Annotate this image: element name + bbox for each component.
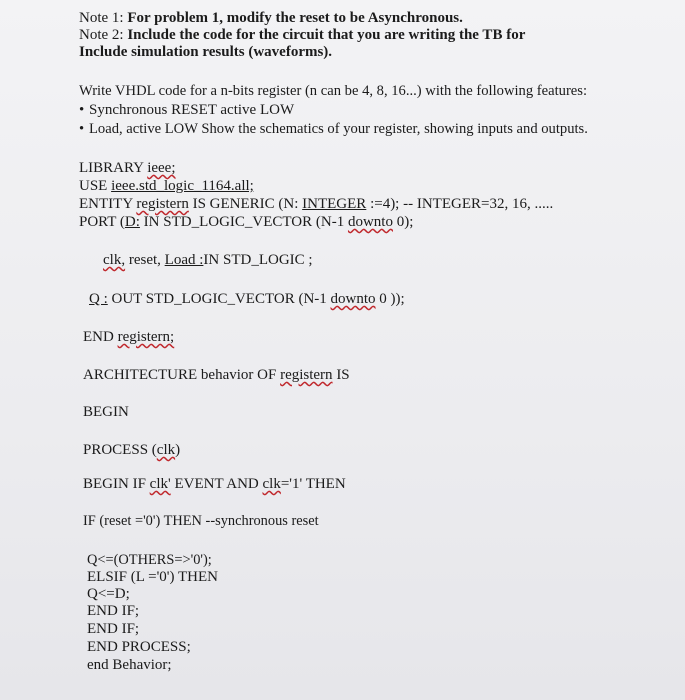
bullet-icon: • bbox=[79, 121, 85, 137]
code-signals bbox=[103, 251, 313, 269]
architecture-entity: registern bbox=[280, 367, 333, 383]
begin-if-clk-event: clk' bbox=[149, 476, 171, 492]
task-bullet-1-text: Synchronous RESET active LOW bbox=[89, 102, 295, 118]
code-end-process: END PROCESS; bbox=[87, 639, 191, 655]
process-clk: clk bbox=[156, 442, 176, 458]
note-2 bbox=[79, 26, 525, 44]
use-keyword: USE bbox=[79, 178, 112, 194]
begin-if-keyword: BEGIN IF bbox=[83, 476, 150, 492]
entity-integer: INTEGER bbox=[302, 196, 367, 212]
library-name: ieee; bbox=[147, 160, 176, 176]
port-keyword: PORT ( bbox=[79, 214, 125, 230]
note-1-text: For problem 1, modify the reset to be Asynchronous. bbox=[127, 10, 463, 26]
code-end-entity bbox=[83, 328, 174, 346]
begin-if-end: ='1' THEN bbox=[280, 476, 346, 492]
note-2-prefix: Note 2: bbox=[79, 27, 128, 43]
begin-if-clk: clk bbox=[262, 476, 281, 492]
end-entity-name: registern; bbox=[117, 329, 175, 345]
port-q-end: 0 )); bbox=[375, 291, 405, 307]
port-q-downto: downto bbox=[330, 291, 376, 307]
signal-reset: reset, bbox=[125, 252, 165, 268]
task-bullet-2 bbox=[79, 120, 588, 138]
task-intro: Write VHDL code for a n-bits register (n can be 4, 8, 16...) with the following features: bbox=[79, 83, 588, 99]
task-bullet-2-text: Load, active LOW Show the schematics of your register, showing inputs and outputs. bbox=[89, 121, 588, 137]
code-if-reset: IF (reset ='0') THEN --synchronous reset bbox=[83, 513, 319, 529]
code-q-port bbox=[89, 290, 405, 308]
entity-generic: IS GENERIC (N: bbox=[188, 196, 303, 212]
signal-load: Load : bbox=[164, 252, 204, 268]
note-2-continued: Include simulation results (waveforms). bbox=[79, 44, 333, 60]
architecture-is: IS bbox=[332, 367, 350, 383]
code-use bbox=[79, 177, 254, 195]
port-q: Q : bbox=[89, 291, 108, 307]
port-d-type: IN STD_LOGIC_VECTOR (N-1 bbox=[139, 214, 348, 230]
signal-clk: clk, bbox=[103, 252, 126, 268]
code-process bbox=[83, 441, 180, 459]
code-end-behavior: end Behavior; bbox=[87, 657, 172, 673]
code-q-assign: Q<=D; bbox=[87, 586, 130, 602]
code-library bbox=[79, 159, 176, 177]
entity-name: registern bbox=[136, 196, 189, 212]
code-q-others: Q<=(OTHERS=>'0'); bbox=[87, 552, 212, 568]
code-end-if-2: END IF; bbox=[87, 621, 140, 637]
note-1 bbox=[79, 9, 463, 27]
code-end-if-1: END IF; bbox=[87, 603, 140, 619]
entity-generic-default: :=4); -- INTEGER=32, 16, ..... bbox=[366, 196, 554, 212]
code-port bbox=[79, 213, 413, 231]
port-d-end: 0); bbox=[392, 214, 414, 230]
bullet-icon: • bbox=[79, 102, 85, 118]
end-keyword: END bbox=[83, 329, 118, 345]
process-keyword: PROCESS ( bbox=[83, 442, 157, 458]
port-downto: downto bbox=[347, 214, 393, 230]
task-bullet-1 bbox=[79, 101, 294, 119]
code-entity bbox=[79, 195, 553, 213]
code-architecture bbox=[83, 366, 350, 384]
architecture-keyword: ARCHITECTURE behavior OF bbox=[83, 367, 281, 383]
code-begin: BEGIN bbox=[83, 404, 129, 420]
process-end: ) bbox=[175, 442, 181, 458]
begin-if-event: EVENT AND bbox=[170, 476, 263, 492]
note-2-text: Include the code for the circuit that you are writing the TB for bbox=[127, 27, 526, 43]
signal-type: IN STD_LOGIC ; bbox=[203, 252, 313, 268]
entity-keyword: ENTITY bbox=[79, 196, 137, 212]
library-keyword: LIBRARY bbox=[79, 160, 148, 176]
port-d: D: bbox=[124, 214, 140, 230]
note-1-prefix: Note 1: bbox=[79, 10, 128, 26]
port-q-type: OUT STD_LOGIC_VECTOR (N-1 bbox=[107, 291, 331, 307]
code-elsif: ELSIF (L ='0') THEN bbox=[87, 569, 218, 585]
code-begin-if bbox=[83, 475, 346, 493]
use-package: ieee.std_logic_1164.all; bbox=[111, 178, 254, 194]
